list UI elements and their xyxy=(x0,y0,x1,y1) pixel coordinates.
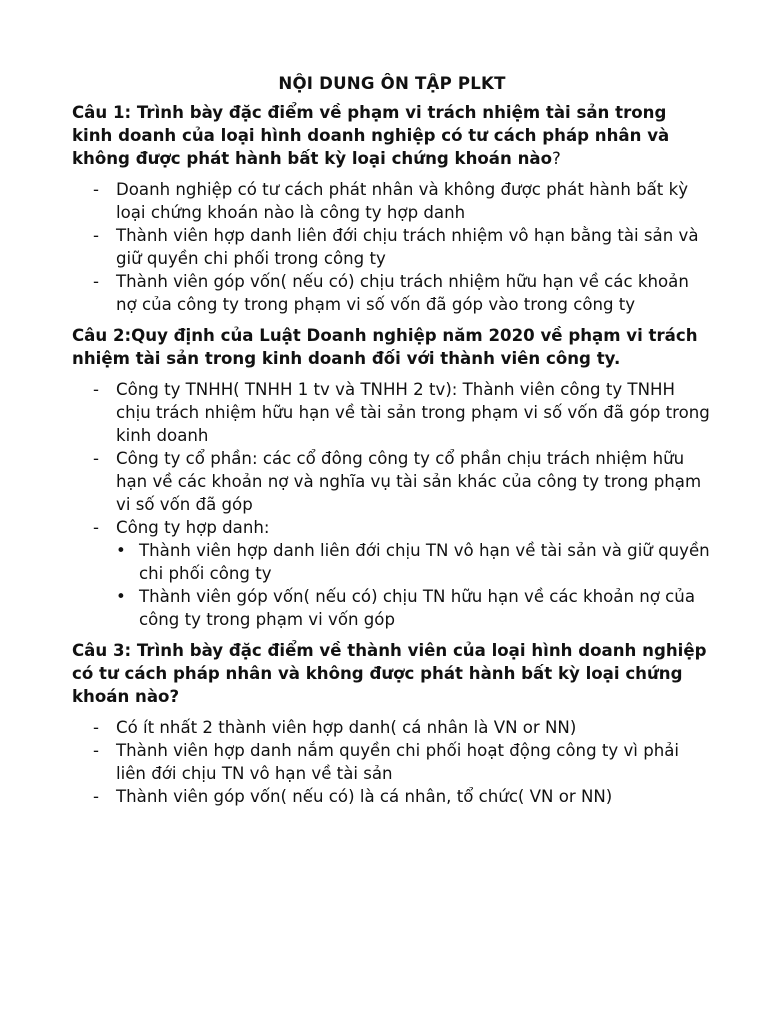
question-2-sublist xyxy=(116,539,712,631)
list-item: - Thành viên góp vốn( nếu có) là cá nhân, tổ chức( VN or NN) xyxy=(72,785,712,808)
question-1-heading-tail: ? xyxy=(551,149,561,168)
list-item: - Công ty TNHH( TNHH 1 tv và TNHH 2 tv): Thành viên công ty TNHH chịu trách nhiệm hữu hạn về tài sản trong phạm vi số vốn đã góp trong kinh doanh xyxy=(72,378,712,447)
list-item-label: Công ty hợp danh: xyxy=(116,518,270,537)
question-2-answer-list xyxy=(72,378,712,631)
question-3-heading: Câu 3: Trình bày đặc điểm về thành viên của loại hình doanh nghiệp có tư cách pháp nhân và không được phát hành bất kỳ loại chứng khoán nào? xyxy=(72,641,707,706)
list-item: - Công ty cổ phần: các cổ đông công ty cổ phần chịu trách nhiệm hữu hạn về các khoản nợ và nghĩa vụ tài sản khác của công ty trong phạm vi số vốn đã góp xyxy=(72,447,712,516)
list-item: - Thành viên góp vốn( nếu có) chịu trách nhiệm hữu hạn về các khoản nợ của công ty trong phạm vi số vốn đã góp vào trong công ty xyxy=(72,270,712,316)
question-2-heading: Câu 2:Quy định của Luật Doanh nghiệp năm 2020 về phạm vi trách nhiệm tài sản trong kinh doanh đối với thành viên công ty. xyxy=(72,326,698,368)
document-title: NỘI DUNG ÔN TẬP PLKT xyxy=(278,74,506,93)
sublist-item: • Thành viên góp vốn( nếu có) chịu TN hữu hạn về các khoản nợ của công ty trong phạm vi vốn góp xyxy=(116,585,712,631)
list-item: - Doanh nghiệp có tư cách phát nhân và không được phát hành bất kỳ loại chứng khoán nào là công ty hợp danh xyxy=(72,178,712,224)
list-item: - Thành viên hợp danh nắm quyền chi phối hoạt động công ty vì phải liên đới chịu TN vô hạn về tài sản xyxy=(72,739,712,785)
question-3-answer-list xyxy=(72,716,712,808)
question-1-heading xyxy=(72,101,712,170)
sublist-item: • Thành viên hợp danh liên đới chịu TN vô hạn về tài sản và giữ quyền chi phối công ty xyxy=(116,539,712,585)
list-item-with-sublist xyxy=(72,516,712,631)
list-item: - Thành viên hợp danh liên đới chịu trách nhiệm vô hạn bằng tài sản và giữ quyền chi phối trong công ty xyxy=(72,224,712,270)
list-item: - Có ít nhất 2 thành viên hợp danh( cá nhân là VN or NN) xyxy=(72,716,712,739)
question-1-heading-text: Câu 1: Trình bày đặc điểm về phạm vi trách nhiệm tài sản trong kinh doanh của loại hình doanh nghiệp có tư cách pháp nhân và không được phát hành bất kỳ loại chứng khoán nào xyxy=(72,103,670,168)
question-1-answer-list xyxy=(72,178,712,316)
